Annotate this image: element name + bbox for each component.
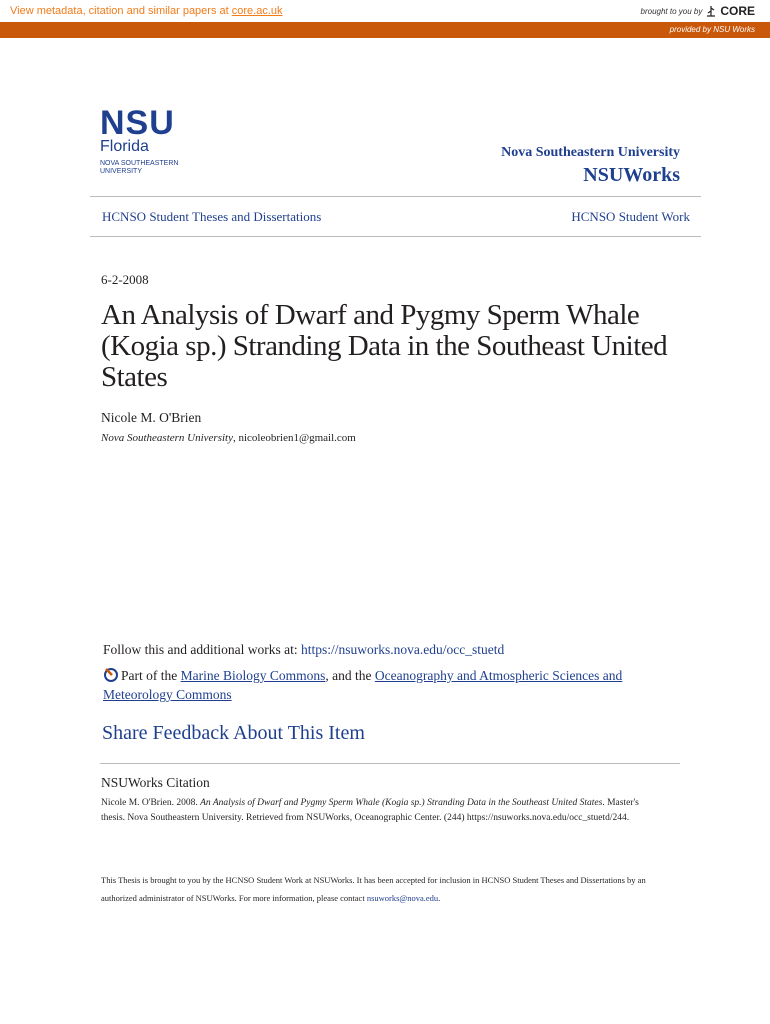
part-mid: , and the: [325, 668, 375, 683]
follow-prefix: Follow this and additional works at:: [103, 642, 301, 657]
provided-by-text: provided by NSU Works: [669, 25, 755, 34]
provided-by-bar: [0, 22, 770, 38]
part-prefix: Part of the: [121, 668, 181, 683]
university-name: Nova Southeastern University: [501, 145, 680, 160]
paper-title: An Analysis of Dwarf and Pygmy Sperm Whale (Kogia sp.) Stranding Data in the Southeast United States: [101, 299, 668, 393]
notice-end: .: [438, 893, 441, 903]
follow-line: [103, 642, 504, 658]
citation-heading: NSUWorks Citation: [101, 775, 210, 790]
core-brought-by: [641, 4, 756, 18]
affiliation-email: , nicoleobrien1@gmail.com: [232, 432, 356, 444]
collection-link[interactable]: HCNSO Student Theses and Dissertations: [102, 209, 322, 224]
contact-email-link[interactable]: nsuworks@nova.edu: [366, 893, 439, 903]
follow-url-link[interactable]: https://nsuworks.nova.edu/occ_stuetd: [301, 642, 505, 657]
part-of-line: [103, 666, 683, 704]
publication-date: 6-2-2008: [101, 272, 149, 287]
author-name: Nicole M. O'Brien: [101, 410, 202, 425]
divider: [90, 236, 701, 237]
logo-florida: Florida: [100, 138, 149, 155]
core-brought-text: brought to you by: [640, 6, 703, 16]
logo-sub2: UNIVERSITY: [100, 168, 143, 175]
inclusion-notice: [101, 871, 661, 907]
divider: [100, 763, 680, 764]
core-banner: [0, 0, 770, 22]
logo-sub1: NOVA SOUTHEASTERN: [100, 160, 179, 167]
share-feedback-link[interactable]: Share Feedback About This Item: [102, 722, 365, 744]
core-metadata-link[interactable]: [10, 5, 283, 17]
repository-name: NSUWorks: [583, 164, 680, 186]
affiliation-institution: Nova Southeastern University: [101, 432, 233, 444]
core-logo-icon: [706, 5, 716, 17]
commons-icon: [103, 666, 119, 682]
core-metadata-prefix: View metadata, citation and similar papers at: [10, 5, 229, 17]
nsu-florida-logo: [100, 104, 190, 176]
core-link[interactable]: core.ac.uk: [231, 5, 283, 17]
divider: [90, 196, 701, 197]
oceanography-commons-link[interactable]: Oceanography and Atmospheric Sciences and Meteorology Commons: [103, 668, 623, 702]
core-label: CORE: [720, 4, 755, 18]
citation-author-year: Nicole M. O'Brien. 2008.: [101, 798, 201, 808]
citation-text: [101, 796, 661, 826]
logo-nsu: NSU: [100, 104, 175, 142]
student-work-link[interactable]: HCNSO Student Work: [571, 209, 690, 224]
citation-title: An Analysis of Dwarf and Pygmy Sperm Whale (Kogia sp.) Stranding Data in the Southeast United States: [200, 798, 603, 808]
notice-text: This Thesis is brought to you by the HCNSO Student Work at NSUWorks. It has been accepted for inclusion in HCNSO Student Theses and Dissertations by an authorized administrator of NSUWorks. For more information, please contact: [101, 875, 646, 903]
citation-rest: . Master's thesis. Nova Southeastern University. Retrieved from NSUWorks, Oceanographic Center. (244) https://nsuworks.nova.edu/occ_stuetd/244.: [101, 798, 639, 823]
marine-biology-commons-link[interactable]: Marine Biology Commons: [180, 668, 326, 683]
author-affiliation: [101, 432, 356, 444]
